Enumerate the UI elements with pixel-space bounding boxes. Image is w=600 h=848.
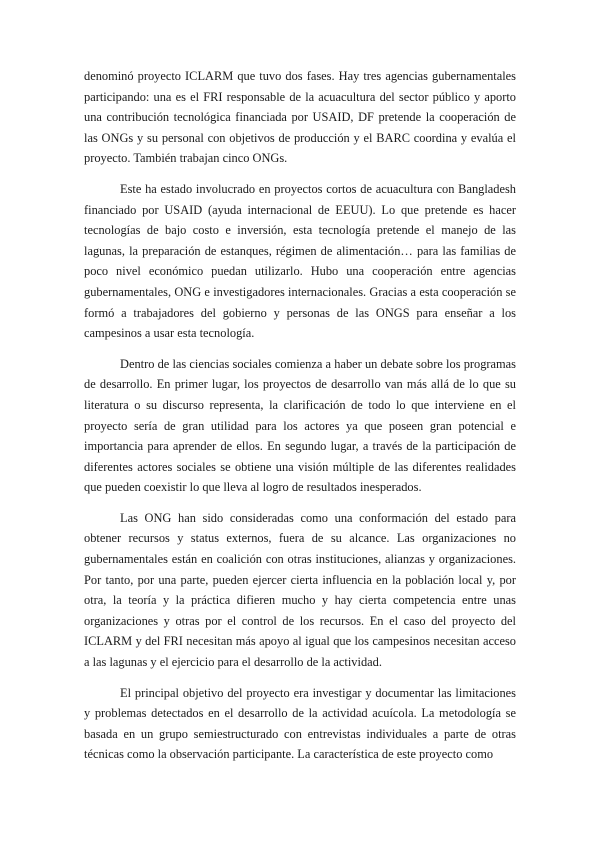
document-body [84, 66, 516, 775]
paragraph-3: Dentro de las ciencias sociales comienza a haber un debate sobre los programas de desarrollo. En primer lugar, los proyectos de desarrollo van más allá de lo que su literatura o su discurso representa, la clarificación de todo lo que interviene en el proyecto sería de gran utilidad para los actores ya que poseen gran potencial e importancia para aprender de ellos. En segundo lugar, a través de la participación de diferentes actores sociales se obtiene una visión múltiple de las diferentes realidades que pueden coexistir lo que lleva al logro de resultados inesperados. [84, 356, 516, 495]
paragraph-4: Las ONG han sido consideradas como una conformación del estado para obtener recursos y status externos, fuera de su alcance. Las organizaciones no gubernamentales están en coalición con otras instituciones, alianzas y organizaciones. Por tanto, por una parte, pueden ejercer cierta influencia en la población local y, por otra, la teoría y la práctica difieren mucho y hay cierta competencia entre unas organizaciones y otras por el control de los recursos. En el caso del proyecto del ICLARM y del FRI necesitan más apoyo al igual que los campesinos necesitan acceso a las lagunas y el ejercicio para el desarrollo de la actividad. [84, 510, 516, 670]
paragraph-1: denominó proyecto ICLARM que tuvo dos fases. Hay tres agencias gubernamentales participando: una es el FRI responsable de la acuacultura del sector público y aporto una contribución tecnológica financiada por USAID, DF pretende la cooperación de las ONGs y su personal con objetivos de producción y el BARC coordina y evalúa el proyecto. También trabajan cinco ONGs. [84, 69, 516, 166]
paragraph-2: Este ha estado involucrado en proyectos cortos de acuacultura con Bangladesh financiado por USAID (ayuda internacional de EEUU). Lo que pretende es hacer tecnologías de bajo costo e inversión, esta tecnología pretende el manejo de las lagunas, la preparación de estanques, régimen de alimentación… para las familias de poco nivel económico puedan utilizarlo. Hubo una cooperación entre agencias gubernamentales, ONG e investigadores internacionales. Gracias a esta cooperación se formó a trabajadores del gobierno y personas de las ONGS para enseñar a los campesinos a usar esta tecnología. [84, 181, 516, 341]
paragraph-5: El principal objetivo del proyecto era investigar y documentar las limitaciones y problemas detectados en el desarrollo de la actividad acuícola. La metodología se basada en un grupo semiestructurado con entrevistas individuales a parte de otras técnicas como la observación participante. La característica de este proyecto como [84, 685, 516, 762]
